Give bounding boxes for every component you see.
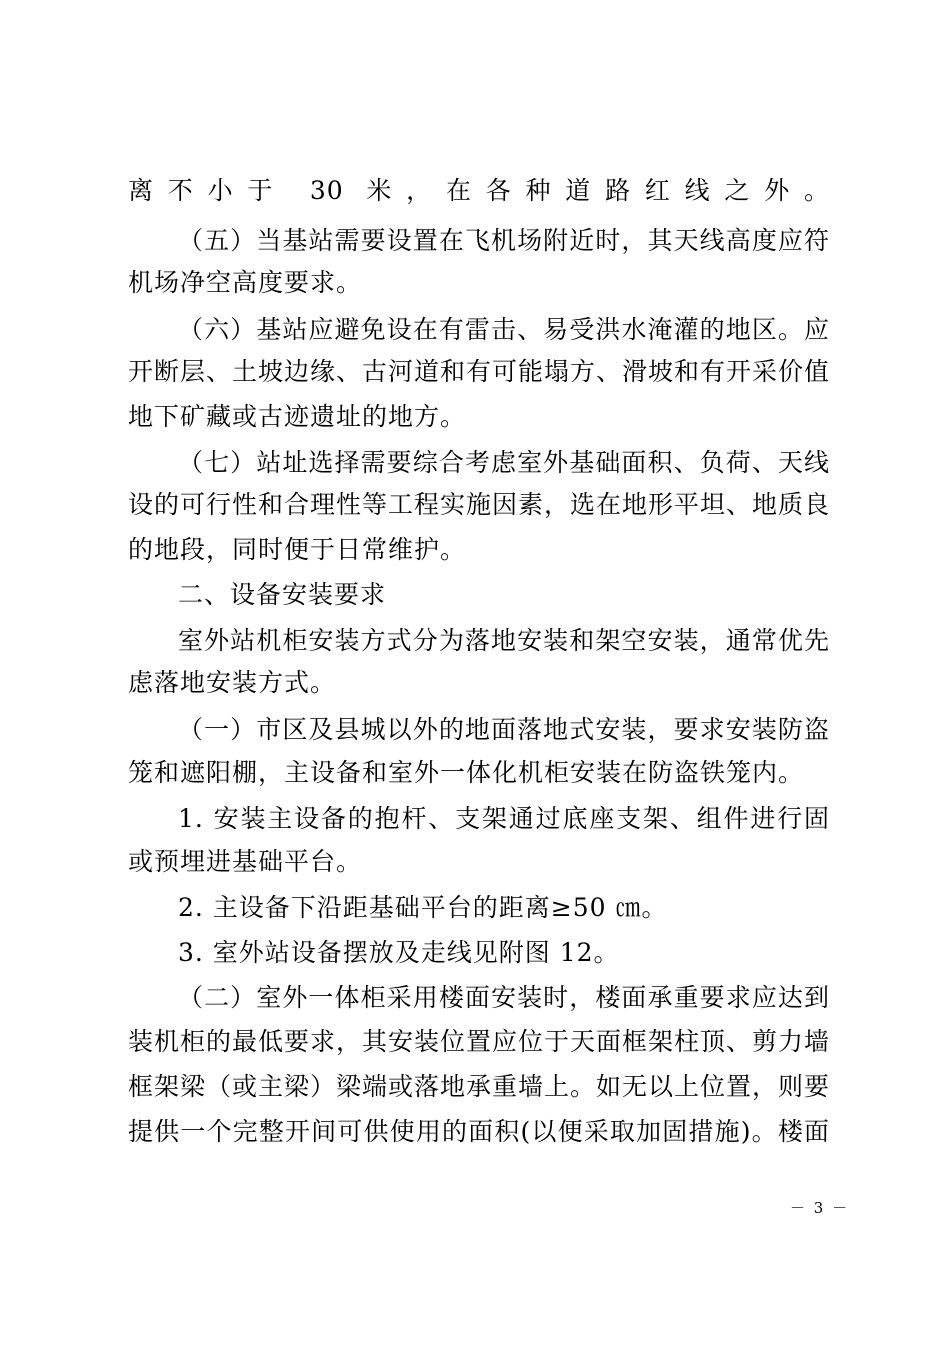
text-line-5: 开断层、土坡边缘、古河道和有可能塌方、滑坡和有开采价值 (128, 357, 830, 386)
text-line-19: （二）室外一体柜采用楼面安装时，楼面承重要求应达到 (178, 983, 830, 1012)
list-item-3: 3. 室外站设备摆放及走线见附图 12。 (178, 938, 620, 967)
text-line-22: 提供一个完整开间可供使用的面积(以便采取加固措施)。楼面 (128, 1117, 830, 1146)
text-line-12: 虑落地安装方式。 (128, 668, 337, 697)
text-line-8: 设的可行性和合理性等工程实施因素，选在地形平坦、地质良 (128, 490, 830, 519)
page-number: － 3 － (790, 1199, 850, 1217)
text-line-7: （七）站址选择需要综合考虑室外基础面积、负荷、天线 (178, 448, 830, 477)
text-line-20: 装机柜的最低要求，其安装位置应位于天面框架柱顶、剪力墙 (128, 1027, 830, 1056)
text-line-13: （一）市区及县城以外的地面落地式安装，要求安装防盗 (178, 715, 830, 744)
text-line-2: （五）当基站需要设置在飞机场附近时，其天线高度应符 (178, 226, 830, 255)
text-line-11: 室外站机柜安装方式分为落地安装和架空安装，通常优先 (178, 626, 830, 655)
text-line-9: 的地段，同时便于日常维护。 (128, 535, 467, 564)
list-item-2: 2. 主设备下沿距基础平台的距离≥50 ㎝。 (178, 893, 668, 922)
text-line-16: 或预埋进基础平台。 (128, 847, 363, 876)
text-line-3: 机场净空高度要求。 (128, 268, 363, 297)
text-line-1: 离不小于 30 米，在各种道路红线之外。 (128, 176, 830, 205)
text-line-14: 笼和遮阳棚，主设备和室外一体化机柜安装在防盗铁笼内。 (128, 758, 805, 787)
list-item-1: 1. 安装主设备的抱杆、支架通过底座支架、组件进行固 (178, 804, 830, 833)
text-line-6: 地下矿藏或古迹遗址的地方。 (128, 402, 467, 431)
text-line-21: 框架梁（或主梁）梁端或落地承重墙上。如无以上位置，则要 (128, 1072, 830, 1101)
section-heading: 二、设备安装要求 (178, 580, 387, 609)
text-line-4: （六）基站应避免设在有雷击、易受洪水淹灌的地区。应 (178, 315, 830, 344)
